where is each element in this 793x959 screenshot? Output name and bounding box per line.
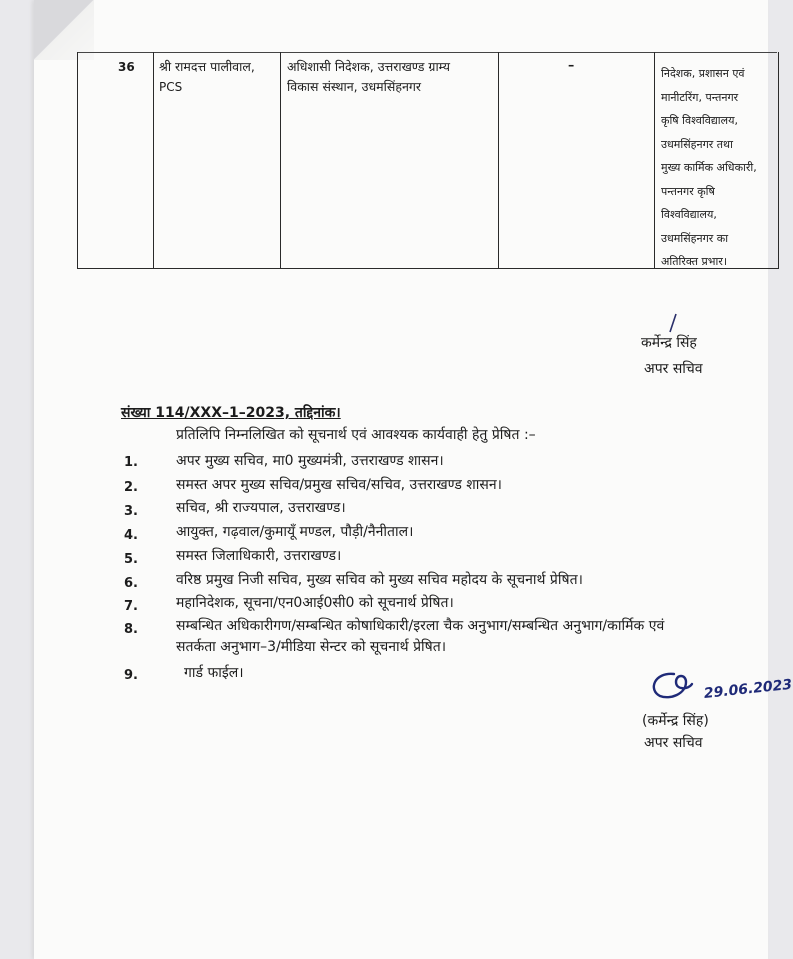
- list-number: 4.: [124, 528, 138, 543]
- officer-name-line: श्री रामदत्त पालीवाल,: [159, 59, 255, 74]
- table-divider: [498, 52, 499, 268]
- additional-charge-line: पन्तनगर कृषि: [661, 184, 715, 198]
- signatory-designation: अपर सचिव: [644, 361, 703, 377]
- reference-number: संख्या 114/XXX–1–2023, तद्दिनांक।: [121, 405, 341, 421]
- current-post-line: विकास संस्थान, उधमसिंहनगर: [287, 79, 422, 94]
- list-number: 8.: [124, 622, 138, 637]
- signatory-name: कर्मेन्द्र सिंह: [641, 335, 697, 351]
- page-fold: [34, 0, 94, 60]
- additional-charge-line: उधमसिंहनगर का: [661, 231, 729, 245]
- signature-stroke: [666, 312, 680, 334]
- table-divider: [280, 52, 281, 268]
- list-number: 3.: [124, 504, 138, 519]
- list-number: 9.: [124, 668, 138, 683]
- list-item: सचिव, श्री राज्यपाल, उत्तराखण्ड।: [176, 500, 346, 516]
- additional-charge-line: कृषि विश्वविद्यालय,: [661, 114, 738, 127]
- list-item: समस्त अपर मुख्य सचिव/प्रमुख सचिव/सचिव, उत्तराखण्ड शासन।: [176, 477, 502, 493]
- table-divider: [153, 52, 154, 268]
- additional-charge: [661, 62, 757, 274]
- additional-charge-line: मानीटरिंग, पन्तनगर: [661, 90, 739, 104]
- list-item-continuation: सतर्कता अनुभाग–3/मीडिया सेन्टर को सूचनार्थ प्रेषित।: [176, 639, 447, 655]
- list-item: आयुक्त, गढ़वाल/कुमायूँ मण्डल, पौड़ी/नैनीताल।: [176, 524, 414, 540]
- handwritten-date: 29.06.2023: [703, 676, 793, 702]
- list-number: 1.: [124, 455, 138, 470]
- list-item: समस्त जिलाधिकारी, उत्तराखण्ड।: [176, 548, 342, 564]
- list-number: 6.: [124, 576, 138, 591]
- list-number: 5.: [124, 552, 138, 567]
- list-item: अपर मुख्य सचिव, मा0 मुख्यमंत्री, उत्तराखण्ड शासन।: [176, 453, 444, 469]
- table-divider: [654, 52, 655, 268]
- signatory-designation: अपर सचिव: [644, 735, 703, 751]
- current-post: [287, 57, 450, 97]
- additional-charge-line: निदेशक, प्रशासन एवं: [661, 67, 745, 80]
- additional-charge-line: विश्वविद्यालय,: [661, 208, 717, 221]
- copy-intro: प्रतिलिपि निम्नलिखित को सूचनार्थ एवं आवश्यक कार्यवाही हेतु प्रेषित :–: [176, 427, 536, 443]
- list-item: महानिदेशक, सूचना/एन0आई0सी0 को सूचनार्थ प्रेषित।: [176, 595, 454, 611]
- additional-charge-line: मुख्य कार्मिक अधिकारी,: [661, 161, 757, 174]
- list-number: 7.: [124, 599, 138, 614]
- additional-charge-line: उधमसिंहनगर तथा: [661, 137, 733, 151]
- list-item: वरिष्ठ प्रमुख निजी सचिव, मुख्य सचिव को मुख्य सचिव महोदय के सूचनार्थ प्रेषित।: [176, 572, 583, 588]
- signatory-name: (कर्मेन्द्र सिंह): [642, 713, 709, 729]
- officer-name: [159, 57, 255, 97]
- officer-service: PCS: [159, 80, 183, 94]
- current-post-line: अधिशासी निदेशक, उत्तराखण्ड ग्राम्य: [287, 59, 450, 74]
- serial-number: 36: [118, 60, 135, 74]
- list-number: 2.: [124, 480, 138, 495]
- additional-charge-line: अतिरिक्त प्रभार।: [661, 255, 728, 268]
- new-post-dash: –: [568, 57, 575, 72]
- list-item: सम्बन्धित अधिकारीगण/सम्बन्धित कोषाधिकारी/इरला चैक अनुभाग/सम्बन्धित अनुभाग/कार्मिक एवं: [176, 618, 665, 634]
- list-item: गार्ड फाईल।: [184, 665, 244, 681]
